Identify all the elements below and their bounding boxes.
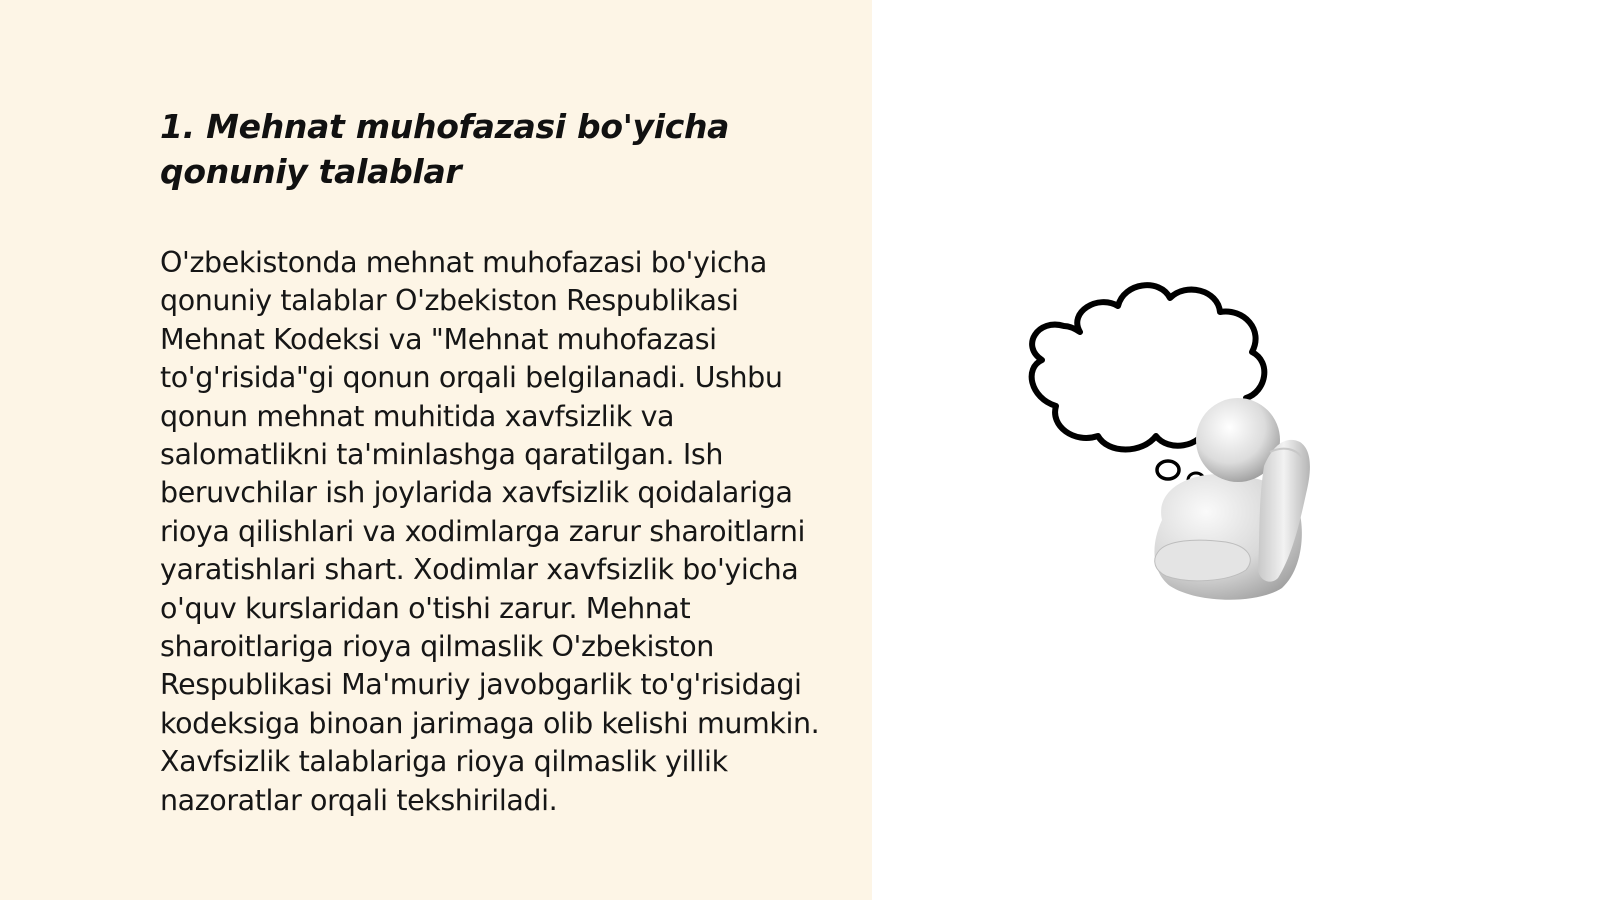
thinking-person-illustration xyxy=(1020,270,1360,620)
slide-title: 1. Mehnat muhofazasi bo'yicha qonuniy talablar xyxy=(160,107,730,191)
slide-body-text: O'zbekistonda mehnat muhofazasi bo'yicha qonuniy talablar O'zbekiston Respublikasi Mehnat Kodeksi va "Mehnat muhofazasi to'g'risida"gi qonun orqali belgilanadi. Ushbu qonun mehnat muhitida xavfsizlik va salomatlikni ta'minlashga qaratilgan. Ish beruvchilar ish joylarida xavfsizlik qoidalariga rioya qilishlari va xodimlarga zarur sharoitlarni yaratishlari shart. Xodimlar xavfsizlik bo'yicha o'quv kurslaridan o'tishi zarur. Mehnat sharoitlariga rioya qilmaslik O'zbekiston Respublikasi Ma'muriy javobgarlik to'g'risidagi kodeksiga binoan jarimaga olib kelishi mumkin. Xavfsizlik talablariga rioya qilmaslik yillik nazoratlar orqali tekshiriladi. xyxy=(160,246,820,817)
